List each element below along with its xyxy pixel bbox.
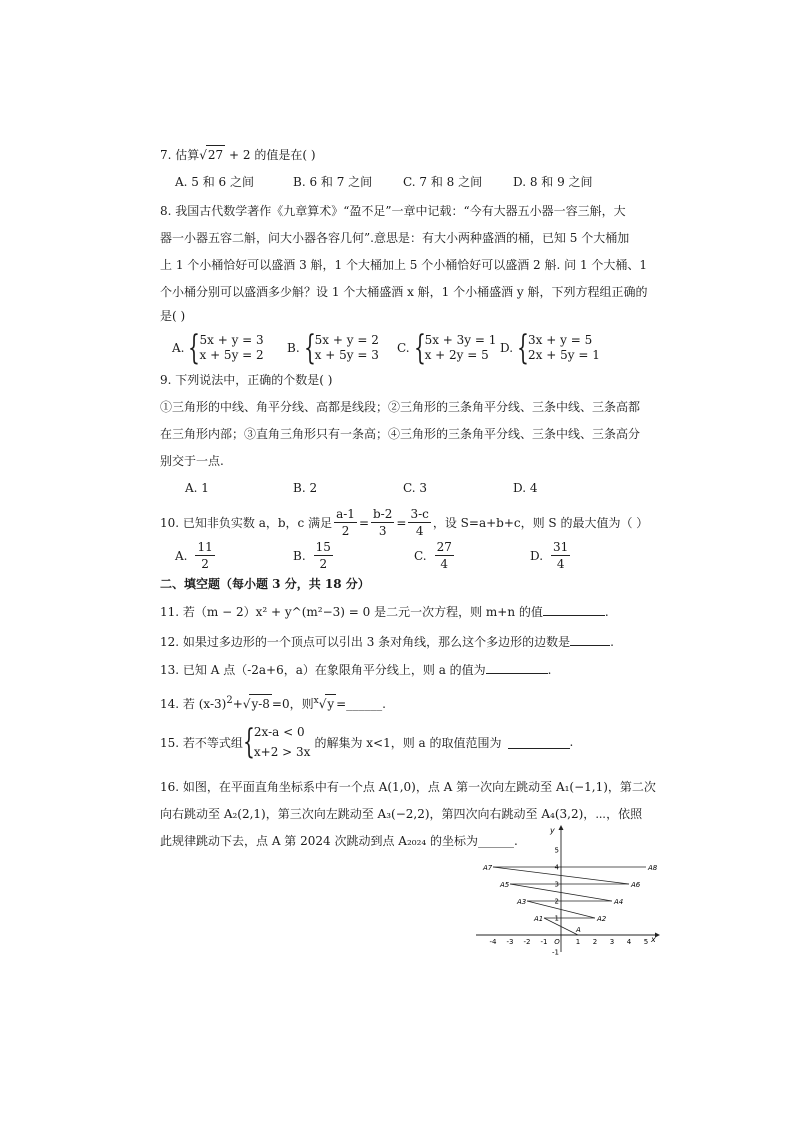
- denominator: 4: [556, 557, 565, 571]
- q11-text: 11. 若（m − 2）x² + y^(m²−3) = 0 是二元一次方程，则 m+n 的值: [160, 605, 543, 619]
- numerator: b-2: [373, 507, 393, 521]
- q15-end: .: [569, 735, 574, 749]
- q10-option-a: [175, 539, 217, 572]
- x-tick-label: -3: [506, 938, 514, 946]
- q10-suffix: ，设 S=a+b+c，则 S 的最大值为（ ）: [432, 515, 649, 530]
- q7-radicand: 27: [206, 145, 225, 164]
- brace-icon: {: [188, 328, 201, 368]
- q7-option-c: C. 7 和 8 之间: [403, 175, 483, 189]
- q9-line-1: 9. 下列说法中，正确的个数是( ): [160, 373, 333, 387]
- q7-option-b: B. 6 和 7 之间: [293, 175, 373, 189]
- y-tick-label: -1: [552, 948, 559, 957]
- denominator: 2: [341, 524, 350, 538]
- question-15: [160, 722, 573, 762]
- option-label: D.: [500, 341, 514, 355]
- q16-line-1: 16. 如图，在平面直角坐标系中有一个点 A(1,0)，点 A 第一次向左跳动至 A₁(−1,1)，第二次: [160, 780, 656, 794]
- question-13: [160, 661, 552, 679]
- sqrt-sign: √: [318, 697, 327, 711]
- sqrt-sign: √: [199, 148, 207, 162]
- y-tick-label: 1: [554, 914, 559, 923]
- q8-option-c: [397, 328, 497, 368]
- y-axis-arrow: [559, 825, 564, 830]
- eq-2: x + 5y = 3: [314, 348, 379, 362]
- q10-option-d: [530, 539, 572, 572]
- option-fraction: [195, 539, 214, 572]
- answer-blank: [543, 603, 605, 616]
- brace-icon: {: [242, 722, 255, 762]
- denominator: 4: [415, 524, 424, 538]
- denominator: 2: [201, 557, 209, 571]
- option-fraction: [551, 539, 570, 572]
- point-label: A4: [614, 898, 624, 906]
- q9-option-d: D. 4: [513, 481, 538, 495]
- q12-text: 12. 如果过多边形的一个顶点可以引出 3 条对角线，那么这个多边形的边数是: [160, 635, 571, 649]
- q8-option-a: [172, 328, 264, 368]
- point-label: A3: [517, 898, 527, 906]
- q8-line-4: 个小桶分别可以盛酒多少斛？设 1 个大桶盛酒 x 斛，1 个小桶盛酒 y 斛，下列方程组正确的: [160, 285, 648, 299]
- q14-end: =______.: [336, 697, 386, 711]
- q7-option-a: A. 5 和 6 之间: [175, 175, 255, 189]
- q9-line-4: 别交于一点.: [160, 454, 224, 468]
- y-tick-label: 5: [554, 846, 559, 855]
- y-tick-label: 2: [554, 897, 559, 906]
- q15-suffix: 的解集为 x<1，则 a 的取值范围为: [314, 735, 502, 750]
- q8-line-5: 是( ): [160, 309, 186, 323]
- numerator: 15: [315, 540, 331, 554]
- point-label: A5: [500, 881, 510, 889]
- point-label: A1: [534, 915, 544, 923]
- q14-prefix: 14. 若: [160, 697, 195, 711]
- eq-1: 5x + 3y = 1: [424, 333, 497, 347]
- answer-blank: [570, 633, 610, 646]
- x-tick-label: -2: [523, 938, 531, 946]
- option-label: C.: [397, 341, 410, 355]
- point-label: A2: [597, 915, 607, 923]
- numerator: a-1: [336, 507, 355, 521]
- option-label: D.: [530, 548, 544, 563]
- x-tick-label: -4: [489, 938, 497, 946]
- numerator: 27: [436, 540, 452, 554]
- eq-2: 2x + 5y = 1: [528, 348, 600, 362]
- y-tick-label: 4: [554, 863, 559, 872]
- point-label: A8: [648, 864, 658, 872]
- q8-line-1: 8. 我国古代数学著作《九章算术》“盈不足”一章中记载：“今有大器五小器一容三斛，大: [160, 204, 626, 218]
- x-axis-arrow: [655, 933, 660, 938]
- point-label: A: [576, 926, 581, 934]
- q8-line-2: 器一小器五容二斛，问大小器各容几何”.意思是：有大小两种盛酒的桶，已知 5 个大桶加: [160, 231, 630, 245]
- q8-line-3: 上 1 个小桶恰好可以盛酒 3 斛，1 个大桶加上 5 个小桶恰好可以盛酒 2 斛. 问 1 个大桶、1: [160, 258, 648, 272]
- q16-line-3: 此规律跳动下去，点 A 第 2024 次跳动到点 A₂₀₂₄ 的坐标为______.: [160, 834, 518, 848]
- option-fraction: [435, 539, 454, 572]
- option-fraction: [314, 539, 333, 572]
- coordinate-figure: [470, 822, 665, 957]
- eq-2: x + 5y = 2: [199, 348, 264, 362]
- question-11: [160, 603, 609, 621]
- ineq-2: x+2 > 3x: [253, 745, 311, 759]
- q10-option-c: [414, 539, 456, 572]
- fraction-a: [334, 506, 357, 539]
- numerator: 31: [553, 540, 569, 554]
- x-axis-label: x: [651, 935, 656, 944]
- question-7: [160, 145, 316, 164]
- q9-option-c: C. 3: [403, 481, 428, 495]
- q14-base: (x-3): [198, 697, 227, 711]
- option-label: A.: [175, 548, 188, 563]
- denominator: 2: [319, 557, 328, 571]
- sqrt-sign: √: [242, 697, 251, 711]
- q11-end: .: [604, 605, 609, 619]
- answer-blank: [486, 661, 548, 674]
- q13-text: 13. 已知 A 点（-2a+6，a）在象限角平分线上，则 a 的值为: [160, 663, 486, 677]
- question-12: [160, 633, 614, 651]
- option-label: B.: [287, 341, 300, 355]
- eq-2: x + 2y = 5: [424, 348, 489, 362]
- q14-radicand: y-8: [249, 694, 271, 713]
- eq-1: 3x + y = 5: [528, 333, 593, 347]
- q12-end: .: [610, 635, 614, 649]
- numerator: 11: [197, 540, 213, 554]
- eq-1: 5x + y = 3: [199, 333, 264, 347]
- q7-prefix: 7. 估算: [160, 148, 200, 162]
- q14-root-index: x: [313, 696, 319, 706]
- q13-end: .: [547, 663, 552, 677]
- q7-suffix: + 2 的值是在( ): [225, 148, 316, 162]
- x-tick-label: 1: [575, 938, 581, 946]
- x-tick-label: O: [554, 938, 560, 946]
- q14-plus: +: [232, 697, 243, 711]
- x-tick-label: 4: [626, 938, 632, 946]
- option-label: C.: [414, 548, 427, 563]
- q7-option-d: D. 8 和 9 之间: [513, 175, 593, 189]
- q9-line-3: 在三角形内部；③直角三角形只有一条高；④三角形的三条角平分线、三条中线、三条高分: [160, 427, 641, 441]
- brace-icon: {: [303, 328, 316, 368]
- eq-1: 5x + y = 2: [314, 333, 379, 347]
- q14-mid: =0，则: [271, 697, 314, 711]
- point-label: A6: [631, 881, 641, 889]
- x-tick-label: 3: [609, 938, 615, 946]
- q15-prefix: 15. 若不等式组: [160, 735, 243, 750]
- q9-option-a: A. 1: [185, 481, 209, 495]
- option-label: A.: [172, 341, 185, 355]
- q8-option-d: [500, 328, 600, 368]
- ineq-1: 2x-a < 0: [253, 725, 305, 739]
- question-10: 10. 已知非负实数 a，b，c 满足 $\frac{a-1}{2}$ = $\frac{b-2}{3}$ = $\frac{3-c}{4}$ ，设 S=a+b+c，则 S 的最大值为（ ）: [160, 507, 649, 538]
- section-heading: 二、填空题（每小题 3 分，共 18 分）: [160, 577, 370, 591]
- point-label: A7: [483, 864, 493, 872]
- numerator: 3-c: [410, 507, 429, 521]
- q14-exponent: 2: [226, 695, 233, 706]
- y-tick-label: 3: [554, 880, 559, 889]
- q14-radicand-2: y: [325, 694, 336, 713]
- fraction-b: [371, 506, 394, 539]
- q10-prefix: 10. 已知非负实数 a，b，c 满足: [160, 515, 333, 530]
- x-tick-label: 2: [592, 938, 598, 946]
- answer-blank: [508, 736, 570, 749]
- brace-icon: {: [413, 328, 426, 368]
- fraction-c: [408, 506, 430, 539]
- option-label: B.: [293, 548, 306, 563]
- q9-line-2: ①三角形的中线、角平分线、高都是线段；②三角形的三条角平分线、三条中线、三条高都: [160, 400, 641, 414]
- q8-option-b: [287, 328, 379, 368]
- q16-line-2: 向右跳动至 A₂(2,1)，第三次向左跳动至 A₃(−2,2)，第四次向右跳动至 A₄(3,2)，⋯，依照: [160, 807, 643, 821]
- denominator: 4: [440, 557, 449, 571]
- q9-option-b: B. 2: [293, 481, 318, 495]
- x-tick-label: -1: [540, 938, 548, 946]
- y-axis-label: y: [550, 826, 555, 835]
- question-14: [160, 692, 386, 713]
- q10-option-b: [293, 539, 335, 572]
- brace-icon: {: [517, 328, 529, 368]
- x-tick-label: 5: [643, 938, 649, 946]
- denominator: 3: [378, 524, 387, 538]
